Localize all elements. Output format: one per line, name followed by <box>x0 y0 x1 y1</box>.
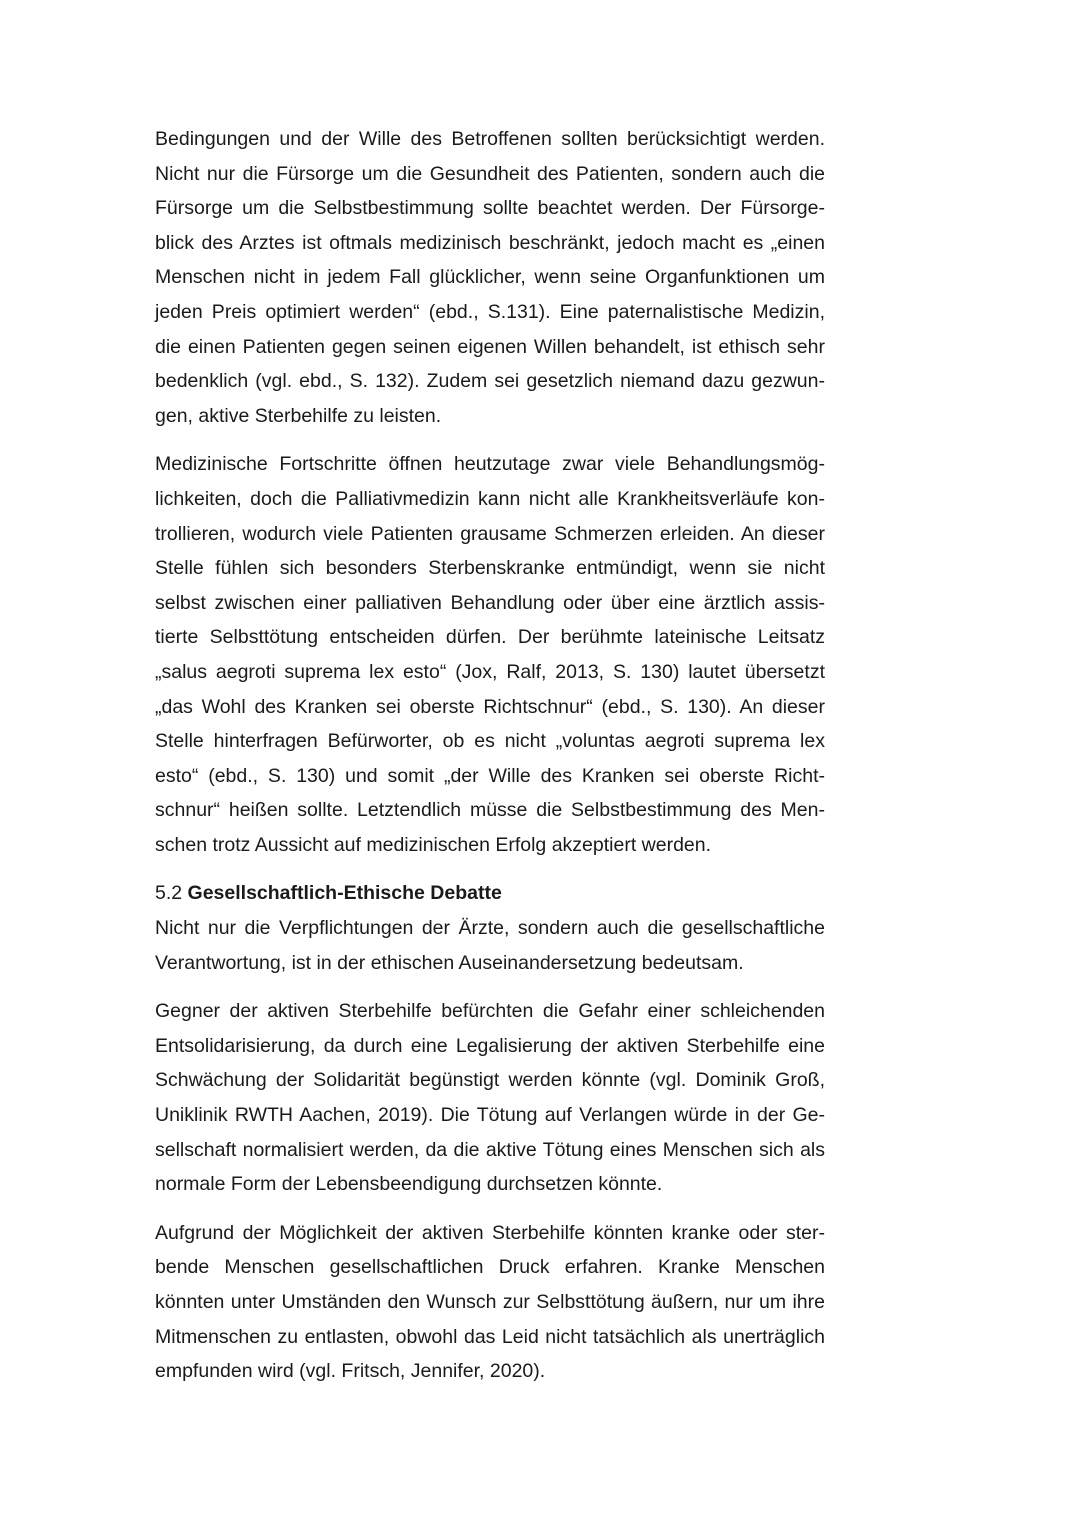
section-number: 5.2 <box>155 882 183 905</box>
paragraph-fuersorge: Bedingungen und der Wille des Betroffenen sollten berücksichtigt werden. Nicht nur die Fürsorge um die Gesundheit des Patienten, sondern auch die Fürsorge um die Selbstbestimmung sollte beachtet werden. Der Fürsorgeblick des Arztes ist oftmals medizinisch beschränkt, jedoch macht es „einen Menschen nicht in jedem Fall glücklicher, wenn seine Organfunktionen um jeden Preis optimiert werden“ (ebd., S.131). Eine paternalistische Medizin, die einen Patienten gegen seinen eigenen Willen behandelt, ist ethisch sehr bedenklich (vgl. ebd., S. 132). Zudem sei gesetzlich niemand dazu gezwungen, aktive Sterbehilfe zu leisten. <box>155 128 825 427</box>
paragraph-verpflichtungen: Nicht nur die Verpflichtungen der Ärzte, sondern auch die gesellschaftliche Verantwortung, ist in der ethischen Auseinandersetzung bedeutsam. <box>155 917 825 974</box>
paragraph-medizinische-fortschritte: Medizinische Fortschritte öffnen heutzutage zwar viele Behandlungsmöglichkeiten, doch die Palliativmedizin kann nicht alle Krankheitsverläufe kontrollieren, wodurch viele Patienten grausame Schmerzen erleiden. An dieser Stelle fühlen sich besonders Sterbenskranke entmündigt, wenn sie nicht selbst zwischen einer palliativen Behandlung oder über eine ärztlich assistierte Selbsttötung entscheiden dürfen. Der berühmte lateinische Leitsatz „salus aegroti suprema lex esto“ (Jox, Ralf, 2013, S. 130) lautet übersetzt „das Wohl des Kranken sei oberste Richtschnur“ (ebd., S. 130). An dieser Stelle hinterfragen Befürworter, ob es nicht „voluntas aegroti suprema lex esto“ (ebd., S. 130) und somit „der Wille des Kranken sei oberste Richtschnur“ heißen sollte. Letztendlich müsse die Selbstbestimmung des Menschen trotz Aussicht auf medizinischen Erfolg akzeptiert werden. <box>155 453 825 856</box>
section-heading <box>155 876 825 911</box>
paragraph-gesellschaftlicher-druck: Aufgrund der Möglichkeit der aktiven Sterbehilfe könnten kranke oder sterbende Menschen gesellschaftlichen Druck erfahren. Kranke Menschen könnten unter Umständen den Wunsch zur Selbsttötung äußern, nur um ihre Mitmenschen zu entlasten, obwohl das Leid nicht tatsächlich als unerträglich empfunden wird (vgl. Fritsch, Jennifer, 2020). <box>155 1221 825 1383</box>
document-page <box>155 122 825 1403</box>
paragraph-entsolidarisierung: Gegner der aktiven Sterbehilfe befürchten die Gefahr einer schleichenden Entsolidarisierung, da durch eine Legalisierung der aktiven Sterbehilfe eine Schwächung der Solidarität begünstigt werden könnte (vgl. Dominik Groß, Uniklinik RWTH Aachen, 2019). Die Tötung auf Verlangen würde in der Gesellschaft normalisiert werden, da die aktive Tötung eines Menschen sich als normale Form der Lebensbeendigung durchsetzen könnte. <box>155 1000 825 1196</box>
section-title: Gesellschaftlich-Ethische Debatte <box>187 882 502 905</box>
